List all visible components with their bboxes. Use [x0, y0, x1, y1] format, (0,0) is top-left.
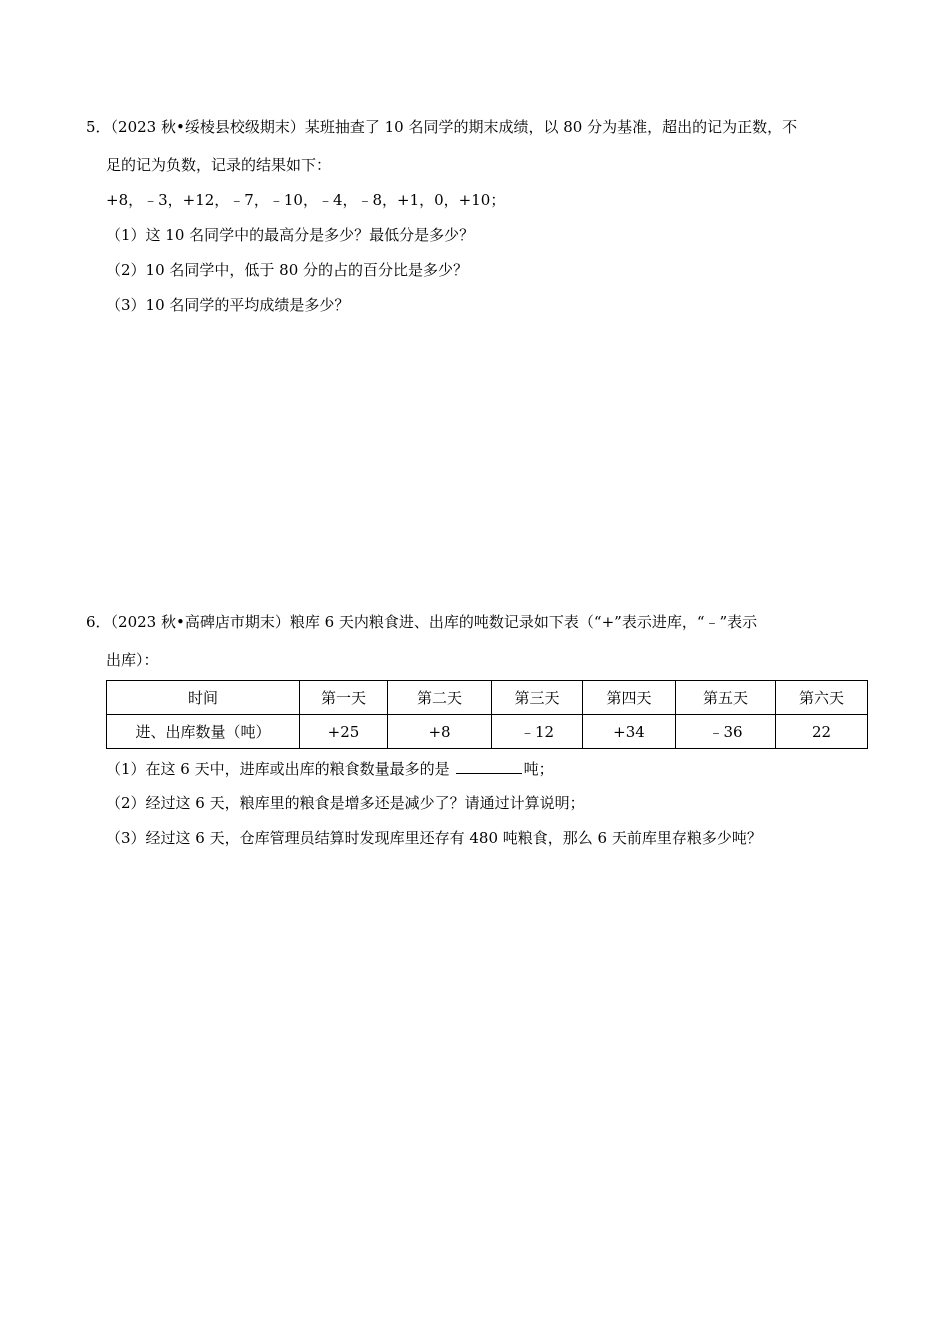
q6-sub1-unit: 吨； — [523, 760, 554, 778]
table-header-cell: 第四天 — [583, 681, 676, 715]
q6-sub-question-1 — [106, 758, 554, 779]
table-row — [107, 715, 868, 749]
table-header-cell: 第一天 — [300, 681, 388, 715]
table-header-cell: 时间 — [107, 681, 300, 715]
table-cell: +25 — [300, 715, 388, 749]
table-header-cell: 第六天 — [776, 681, 868, 715]
table-cell: ﹣36 — [676, 715, 776, 749]
table-cell: 22 — [776, 715, 868, 749]
table-cell: +34 — [583, 715, 676, 749]
q5-header-line1: 5．（2023 秋•绥棱县校级期末）某班抽查了 10 名同学的期末成绩，以 80 分为基准，超出的记为正数，不 — [86, 118, 798, 136]
table-header-row — [107, 681, 868, 715]
table-header-cell: 第五天 — [676, 681, 776, 715]
q6-sub1-text: （1）在这 6 天中，进库或出库的粮食数量最多的是 — [106, 760, 450, 778]
table-cell: 进、出库数量（吨） — [107, 715, 300, 749]
q6-header-line2: 出库）： — [106, 651, 159, 669]
q6-header-line1: 6．（2023 秋•高碑店市期末）粮库 6 天内粮食进、出库的吨数记录如下表（“+”表示进库，“﹣”表示 — [86, 613, 758, 631]
table-header-cell: 第二天 — [388, 681, 492, 715]
q5-header-line2: 足的记为负数，记录的结果如下： — [106, 156, 332, 174]
table-cell: +8 — [388, 715, 492, 749]
q5-sub-question-3: （3）10 名同学的平均成绩是多少？ — [106, 296, 350, 314]
q5-sub-question-1: （1）这 10 名同学中的最高分是多少？最低分是多少？ — [106, 226, 475, 244]
q5-data-line: +8，﹣3，+12，﹣7，﹣10，﹣4，﹣8，+1，0，+10； — [106, 191, 506, 209]
answer-blank[interactable] — [456, 758, 522, 774]
table-cell: ﹣12 — [492, 715, 583, 749]
grain-record-table — [106, 680, 868, 749]
q6-sub-question-3: （3）经过这 6 天，仓库管理员结算时发现库里还存有 480 吨粮食，那么 6 天前库里存粮多少吨？ — [106, 829, 762, 847]
table-header-cell: 第三天 — [492, 681, 583, 715]
q6-sub-question-2: （2）经过这 6 天，粮库里的粮食是增多还是减少了？请通过计算说明； — [106, 794, 585, 812]
q5-sub-question-2: （2）10 名同学中，低于 80 分的占的百分比是多少？ — [106, 261, 469, 279]
